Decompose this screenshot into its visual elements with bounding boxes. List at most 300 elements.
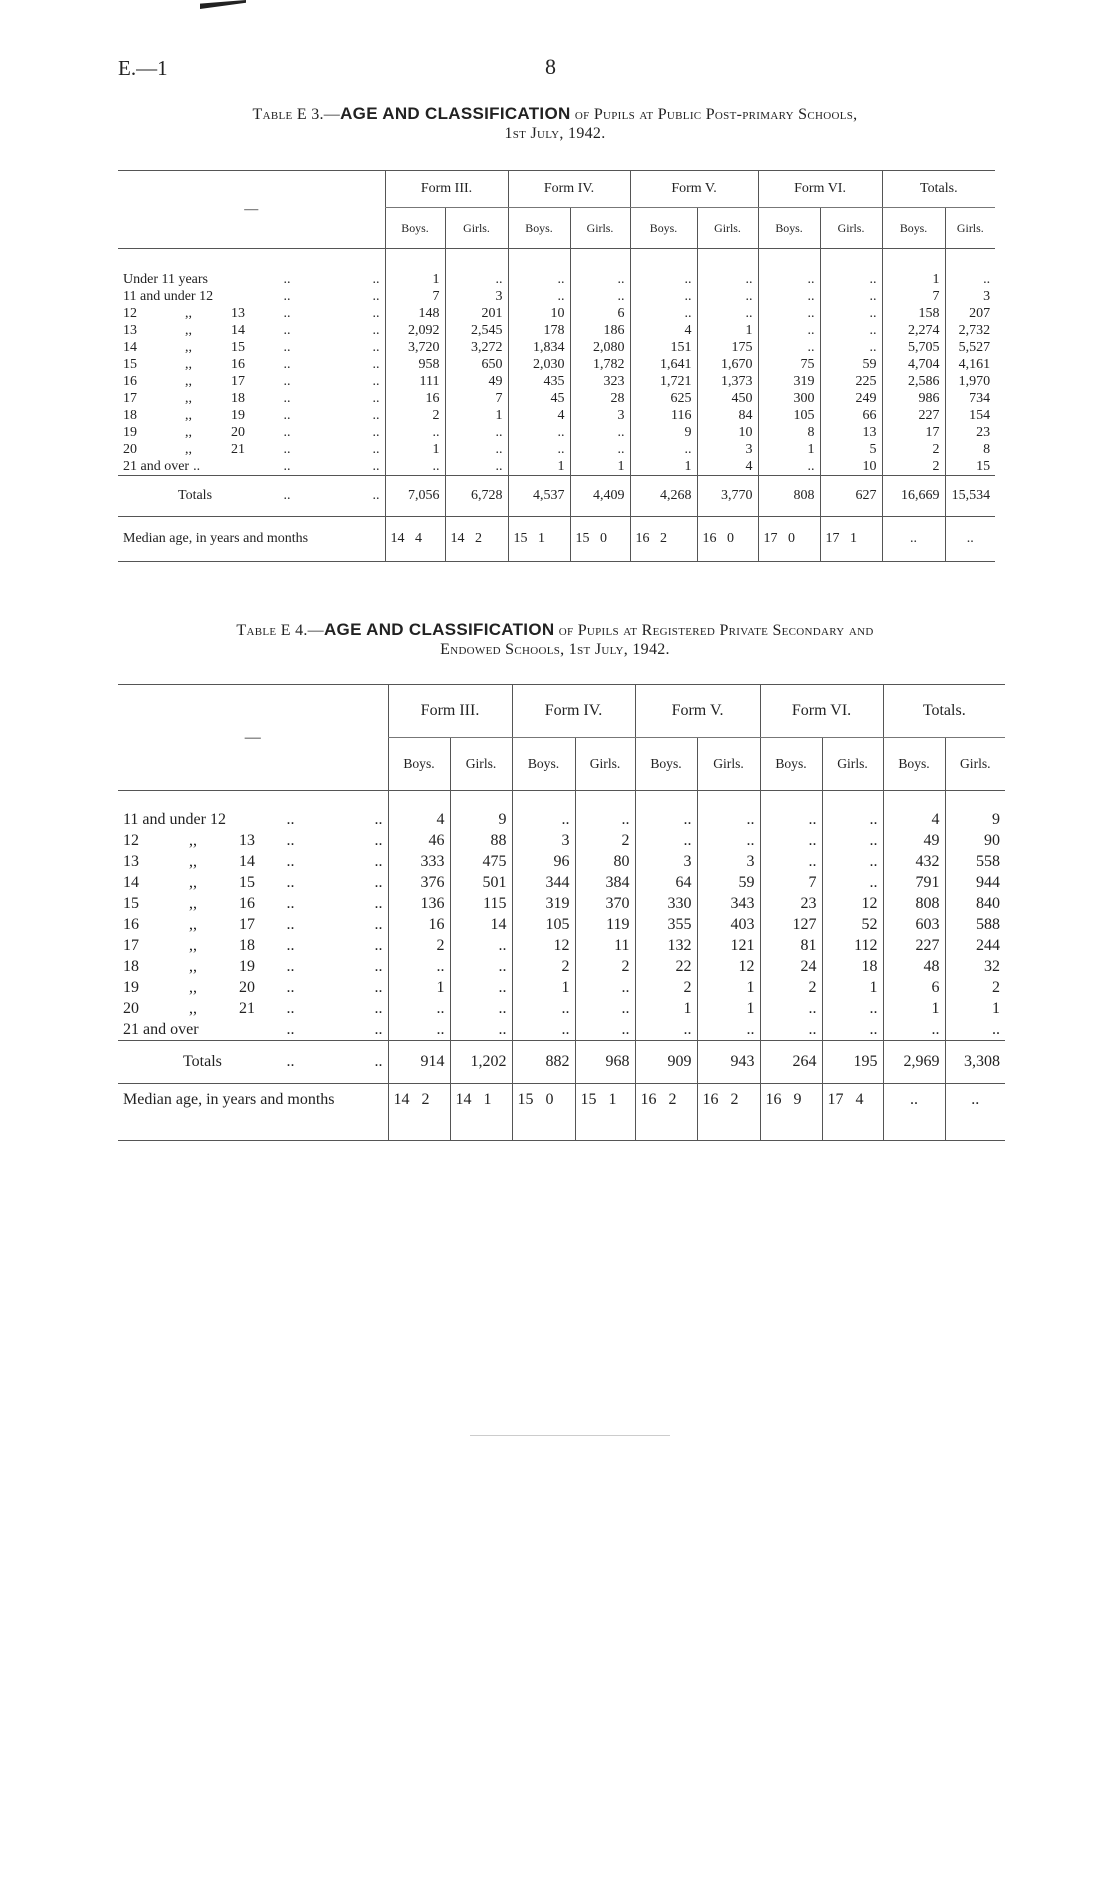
cell-value: 121 [697, 935, 760, 956]
cell-value: 49 [445, 373, 508, 390]
spacer [512, 791, 575, 810]
age-label-part: 19 [123, 425, 137, 440]
total-value: 4,268 [630, 476, 697, 517]
cell-value: 75 [758, 356, 820, 373]
dot-leaders [284, 373, 380, 390]
median-value: 17 4 [822, 1084, 883, 1141]
title-table-number: Table E 3.— [252, 106, 341, 123]
leader: .. [286, 874, 295, 891]
table-row [118, 373, 995, 390]
cell-value: .. [508, 288, 570, 305]
stub-dash: — [118, 685, 388, 791]
cell-value: 2 [760, 977, 822, 998]
median-row [118, 1084, 1005, 1141]
age-label [118, 851, 388, 872]
cell-value: 791 [883, 872, 945, 893]
cell-value: .. [512, 809, 575, 830]
cell-value: 6 [883, 977, 945, 998]
cell-value: .. [760, 809, 822, 830]
table-e4-title [110, 620, 1000, 659]
age-label-part: ,, [189, 958, 197, 975]
age-label-part: 21 and over [123, 459, 190, 474]
cell-value: .. [575, 1019, 635, 1041]
cell-value: 4 [508, 407, 570, 424]
total-value: 7,056 [385, 476, 445, 517]
leader: .. [283, 272, 291, 287]
age-label-part: 16 [231, 357, 245, 372]
cell-value: 105 [758, 407, 820, 424]
dot-leaders [284, 390, 380, 407]
table-row [118, 288, 995, 305]
title-rest: of Pupils at Public Post-primary Schools, [574, 106, 858, 123]
table-e4 [118, 684, 1005, 1141]
cell-value: 2 [575, 830, 635, 851]
age-label-part: 17 [123, 937, 139, 954]
age-label-part: ,, [185, 391, 192, 406]
cell-value: 16 [388, 914, 450, 935]
table-row [118, 407, 995, 424]
table-row [118, 893, 1005, 914]
age-label-part: 14 [231, 323, 245, 338]
age-label-part: 18 [123, 958, 139, 975]
leader: .. [286, 832, 295, 849]
leader: .. [374, 832, 383, 849]
median-value: .. [883, 1084, 945, 1141]
dot-leaders [287, 851, 383, 872]
form-header: Totals. [882, 171, 995, 208]
age-label-part: 17 [231, 374, 245, 389]
cell-value: 175 [697, 339, 758, 356]
cell-value: .. [697, 288, 758, 305]
total-value: 943 [697, 1041, 760, 1084]
cell-value: .. [630, 305, 697, 322]
cell-value: 88 [450, 830, 512, 851]
table-row [118, 271, 995, 288]
age-label-wrap [123, 1019, 383, 1040]
total-value: 264 [760, 1041, 822, 1084]
cell-value: 2,030 [508, 356, 570, 373]
form-header: Form V. [635, 685, 760, 738]
age-label [118, 935, 388, 956]
table-row [118, 872, 1005, 893]
cell-value: .. [697, 271, 758, 288]
age-label [118, 390, 385, 407]
dot-leaders [284, 305, 380, 322]
title-date: Endowed Schools, 1st July, 1942. [440, 641, 670, 658]
cell-value: .. [945, 271, 995, 288]
cell-value: 9 [450, 809, 512, 830]
cell-value: .. [820, 288, 882, 305]
cell-value: 986 [882, 390, 945, 407]
table-body [118, 791, 1005, 1141]
cell-value: 1 [508, 458, 570, 476]
age-label [118, 872, 388, 893]
age-label-part: 15 [123, 357, 137, 372]
age-label [118, 305, 385, 322]
leader: .. [286, 895, 295, 912]
cell-value: 154 [945, 407, 995, 424]
cell-value: 1 [570, 458, 630, 476]
age-label-wrap [123, 458, 380, 475]
form-header: Totals. [883, 685, 1005, 738]
age-label-wrap [123, 407, 380, 424]
spacer [575, 791, 635, 810]
cell-value: 808 [883, 893, 945, 914]
cell-value: 24 [760, 956, 822, 977]
median-value: .. [945, 1084, 1005, 1141]
table-row [118, 809, 1005, 830]
dot-leaders [287, 1041, 383, 1083]
cell-value: .. [945, 1019, 1005, 1041]
cell-value: 1 [385, 441, 445, 458]
cell-value: 2 [882, 441, 945, 458]
cell-value: 227 [882, 407, 945, 424]
age-label-part: ,, [185, 306, 192, 321]
cell-value: 319 [758, 373, 820, 390]
cell-value: 384 [575, 872, 635, 893]
cell-value: 17 [882, 424, 945, 441]
cell-value: 10 [697, 424, 758, 441]
cell-value: 558 [945, 851, 1005, 872]
leader: .. [374, 1000, 383, 1017]
table-row [118, 830, 1005, 851]
age-label-wrap [123, 305, 380, 322]
cell-value: 96 [512, 851, 575, 872]
cell-value: .. [388, 1019, 450, 1041]
cell-value: .. [760, 1019, 822, 1041]
age-label-part: 16 [123, 916, 139, 933]
dot-leaders [284, 476, 380, 516]
cell-value: 178 [508, 322, 570, 339]
form-header-row [118, 685, 1005, 738]
age-label-wrap [123, 935, 383, 956]
cell-value: 1 [635, 998, 697, 1019]
cell-value: .. [508, 424, 570, 441]
cell-value: .. [822, 809, 883, 830]
age-label-wrap [123, 441, 380, 458]
cell-value: 2 [388, 935, 450, 956]
age-label-part: 14 [239, 853, 255, 870]
age-label-part: 17 [123, 391, 137, 406]
cell-value: 10 [508, 305, 570, 322]
totals-label [118, 1041, 388, 1084]
cell-value: 9 [945, 809, 1005, 830]
cell-value: .. [575, 998, 635, 1019]
leader: .. [372, 272, 380, 287]
age-label-wrap [123, 830, 383, 851]
cell-value: 2 [512, 956, 575, 977]
cell-value: 1 [697, 977, 760, 998]
cell-value: 7 [445, 390, 508, 407]
totals-row [118, 476, 995, 517]
cell-value: 3 [570, 407, 630, 424]
cell-value: 80 [575, 851, 635, 872]
leader: .. [374, 979, 383, 996]
spacer [882, 249, 945, 272]
leader: .. [286, 937, 295, 954]
cell-value: 650 [445, 356, 508, 373]
cell-value: 16 [385, 390, 445, 407]
cell-value: .. [508, 441, 570, 458]
dot-leaders [287, 956, 383, 977]
table-row [118, 998, 1005, 1019]
leader: .. [374, 895, 383, 912]
cell-value: .. [570, 441, 630, 458]
age-label-part: 13 [123, 853, 139, 870]
cell-value: 2 [575, 956, 635, 977]
age-label-wrap [123, 914, 383, 935]
cell-value: 3,720 [385, 339, 445, 356]
cell-value: 119 [575, 914, 635, 935]
leader: .. [283, 408, 291, 423]
cell-value: .. [512, 1019, 575, 1041]
table-e3 [118, 170, 995, 562]
age-label [118, 373, 385, 390]
age-label-wrap [123, 271, 380, 288]
cell-value: .. [820, 271, 882, 288]
spacer [118, 249, 385, 272]
age-label-part: ,, [189, 832, 197, 849]
leader: .. [286, 1021, 295, 1038]
cell-value: 319 [512, 893, 575, 914]
total-value: 4,409 [570, 476, 630, 517]
leader: .. [283, 340, 291, 355]
totals-text: Totals [183, 1053, 222, 1070]
cell-value: 450 [697, 390, 758, 407]
cell-value: 4 [630, 322, 697, 339]
median-value: 15 1 [575, 1084, 635, 1141]
age-label [118, 893, 388, 914]
boys-header: Boys. [508, 208, 570, 249]
age-label-part: ,, [185, 323, 192, 338]
age-label-part: 20 [123, 442, 137, 457]
cell-value: 1,970 [945, 373, 995, 390]
cell-value: 333 [388, 851, 450, 872]
spacer [945, 791, 1005, 810]
median-value: 17 0 [758, 517, 820, 562]
cell-value: 32 [945, 956, 1005, 977]
dot-leaders [287, 893, 383, 914]
age-label [118, 998, 388, 1019]
age-label-part: 20 [123, 1000, 139, 1017]
age-label [118, 458, 385, 476]
cell-value: 207 [945, 305, 995, 322]
table-body [118, 249, 995, 562]
median-label: Median age, in years and months [118, 1084, 388, 1141]
cell-value: .. [388, 956, 450, 977]
age-label-part: 20 [231, 425, 245, 440]
leader: .. [286, 811, 295, 828]
cell-value: 3 [697, 851, 760, 872]
leader: .. [372, 357, 380, 372]
cell-value: 1 [385, 271, 445, 288]
leader: .. [374, 1053, 383, 1070]
median-value: 17 1 [820, 517, 882, 562]
age-label-part: 16 [123, 374, 137, 389]
cell-value: 5 [820, 441, 882, 458]
cell-value: 3 [945, 288, 995, 305]
age-label-part: 19 [239, 958, 255, 975]
total-value: 3,308 [945, 1041, 1005, 1084]
cell-value: 1,641 [630, 356, 697, 373]
cell-value: 186 [570, 322, 630, 339]
cell-value: 46 [388, 830, 450, 851]
table-row [118, 458, 995, 476]
girls-header: Girls. [945, 208, 995, 249]
age-label-part: 21 [231, 442, 245, 457]
cell-value: 84 [697, 407, 758, 424]
cell-value: 66 [820, 407, 882, 424]
cell-value: 3 [635, 851, 697, 872]
age-label [118, 809, 388, 830]
cell-value: 344 [512, 872, 575, 893]
age-label-part: 16 [239, 895, 255, 912]
cell-value: 1 [945, 998, 1005, 1019]
cell-value: .. [760, 830, 822, 851]
cell-value: 300 [758, 390, 820, 407]
leader: .. [374, 811, 383, 828]
total-value: 882 [512, 1041, 575, 1084]
title-rest: of Pupils at Registered Private Secondary and [558, 622, 874, 639]
leader: .. [374, 1021, 383, 1038]
cell-value: .. [445, 458, 508, 476]
leader: .. [286, 1000, 295, 1017]
boys-header: Boys. [758, 208, 820, 249]
girls-header: Girls. [822, 738, 883, 791]
total-value: 16,669 [882, 476, 945, 517]
table-row [118, 935, 1005, 956]
cell-value: 1 [697, 998, 760, 1019]
cell-value: .. [758, 288, 820, 305]
cell-value: 148 [385, 305, 445, 322]
cell-value: .. [445, 441, 508, 458]
scan-mark [200, 0, 246, 9]
cell-value: 1 [697, 322, 758, 339]
age-label-wrap [123, 998, 383, 1019]
leader: .. [286, 916, 295, 933]
leader: .. [283, 306, 291, 321]
leader: .. [372, 408, 380, 423]
cell-value: .. [385, 424, 445, 441]
cell-value: .. [758, 458, 820, 476]
dot-leaders [287, 1019, 383, 1040]
age-label [118, 339, 385, 356]
cell-value: 588 [945, 914, 1005, 935]
form-header: Form IV. [508, 171, 630, 208]
leader: .. [283, 459, 291, 474]
age-label-part: 19 [123, 979, 139, 996]
median-row [118, 517, 995, 562]
age-label [118, 830, 388, 851]
age-label-wrap [123, 424, 380, 441]
cell-value: 6 [570, 305, 630, 322]
cell-value: 15 [945, 458, 995, 476]
cell-value: 59 [820, 356, 882, 373]
leader: .. [372, 459, 380, 474]
age-label-part: ,, [185, 408, 192, 423]
boys-header: Boys. [882, 208, 945, 249]
form-header: Form V. [630, 171, 758, 208]
cell-value: .. [760, 998, 822, 1019]
dot-leaders [287, 977, 383, 998]
median-value: .. [882, 517, 945, 562]
cell-value: .. [758, 305, 820, 322]
age-label [118, 977, 388, 998]
age-label-wrap [123, 809, 383, 830]
cell-value: 59 [697, 872, 760, 893]
total-value: 909 [635, 1041, 697, 1084]
total-value: 15,534 [945, 476, 995, 517]
spacer [570, 249, 630, 272]
age-label [118, 356, 385, 373]
cell-value: .. [570, 271, 630, 288]
totals-label-wrap [123, 476, 380, 516]
age-label-part: 18 [231, 391, 245, 406]
spacer [385, 249, 445, 272]
median-value: 14 1 [450, 1084, 512, 1141]
cell-value: 3 [512, 830, 575, 851]
cell-value: 23 [945, 424, 995, 441]
cell-value: 2 [882, 458, 945, 476]
leader: .. [372, 488, 380, 503]
cell-value: 115 [450, 893, 512, 914]
cell-value: 9 [630, 424, 697, 441]
totals-label [118, 476, 385, 517]
cell-value: 475 [450, 851, 512, 872]
age-label-part: 12 [123, 832, 139, 849]
age-label-part: 11 and under 12 [123, 811, 226, 828]
age-label-part: 21 [239, 1000, 255, 1017]
stub-dash: — [118, 171, 385, 249]
cell-value: .. [883, 1019, 945, 1041]
age-label [118, 441, 385, 458]
spacer [883, 791, 945, 810]
cell-value: .. [570, 288, 630, 305]
cell-value: 132 [635, 935, 697, 956]
cell-value: 10 [820, 458, 882, 476]
girls-header: Girls. [445, 208, 508, 249]
boys-header: Boys. [630, 208, 697, 249]
dot-leaders [284, 271, 380, 288]
cell-value: .. [697, 1019, 760, 1041]
median-label: Median age, in years and months [118, 517, 385, 562]
boys-header: Boys. [883, 738, 945, 791]
cell-value: 1 [388, 977, 450, 998]
leader: .. [372, 306, 380, 321]
cell-value: 201 [445, 305, 508, 322]
cell-value: .. [450, 998, 512, 1019]
leader: .. [286, 1053, 295, 1070]
age-label-part: ,, [189, 874, 197, 891]
cell-value: 5,705 [882, 339, 945, 356]
cell-value: 603 [883, 914, 945, 935]
table-row [118, 305, 995, 322]
cell-value: 249 [820, 390, 882, 407]
cell-value: 1 [883, 998, 945, 1019]
cell-value: .. [445, 424, 508, 441]
age-label-wrap [123, 956, 383, 977]
dot-leaders [284, 441, 380, 458]
cell-value: 49 [883, 830, 945, 851]
cell-value: 435 [508, 373, 570, 390]
form-header: Form III. [388, 685, 512, 738]
age-label [118, 288, 385, 305]
cell-value: 2 [385, 407, 445, 424]
leader: .. [374, 958, 383, 975]
title-table-number: Table E 4.— [236, 622, 324, 639]
cell-value: .. [445, 271, 508, 288]
age-label-wrap [123, 390, 380, 407]
